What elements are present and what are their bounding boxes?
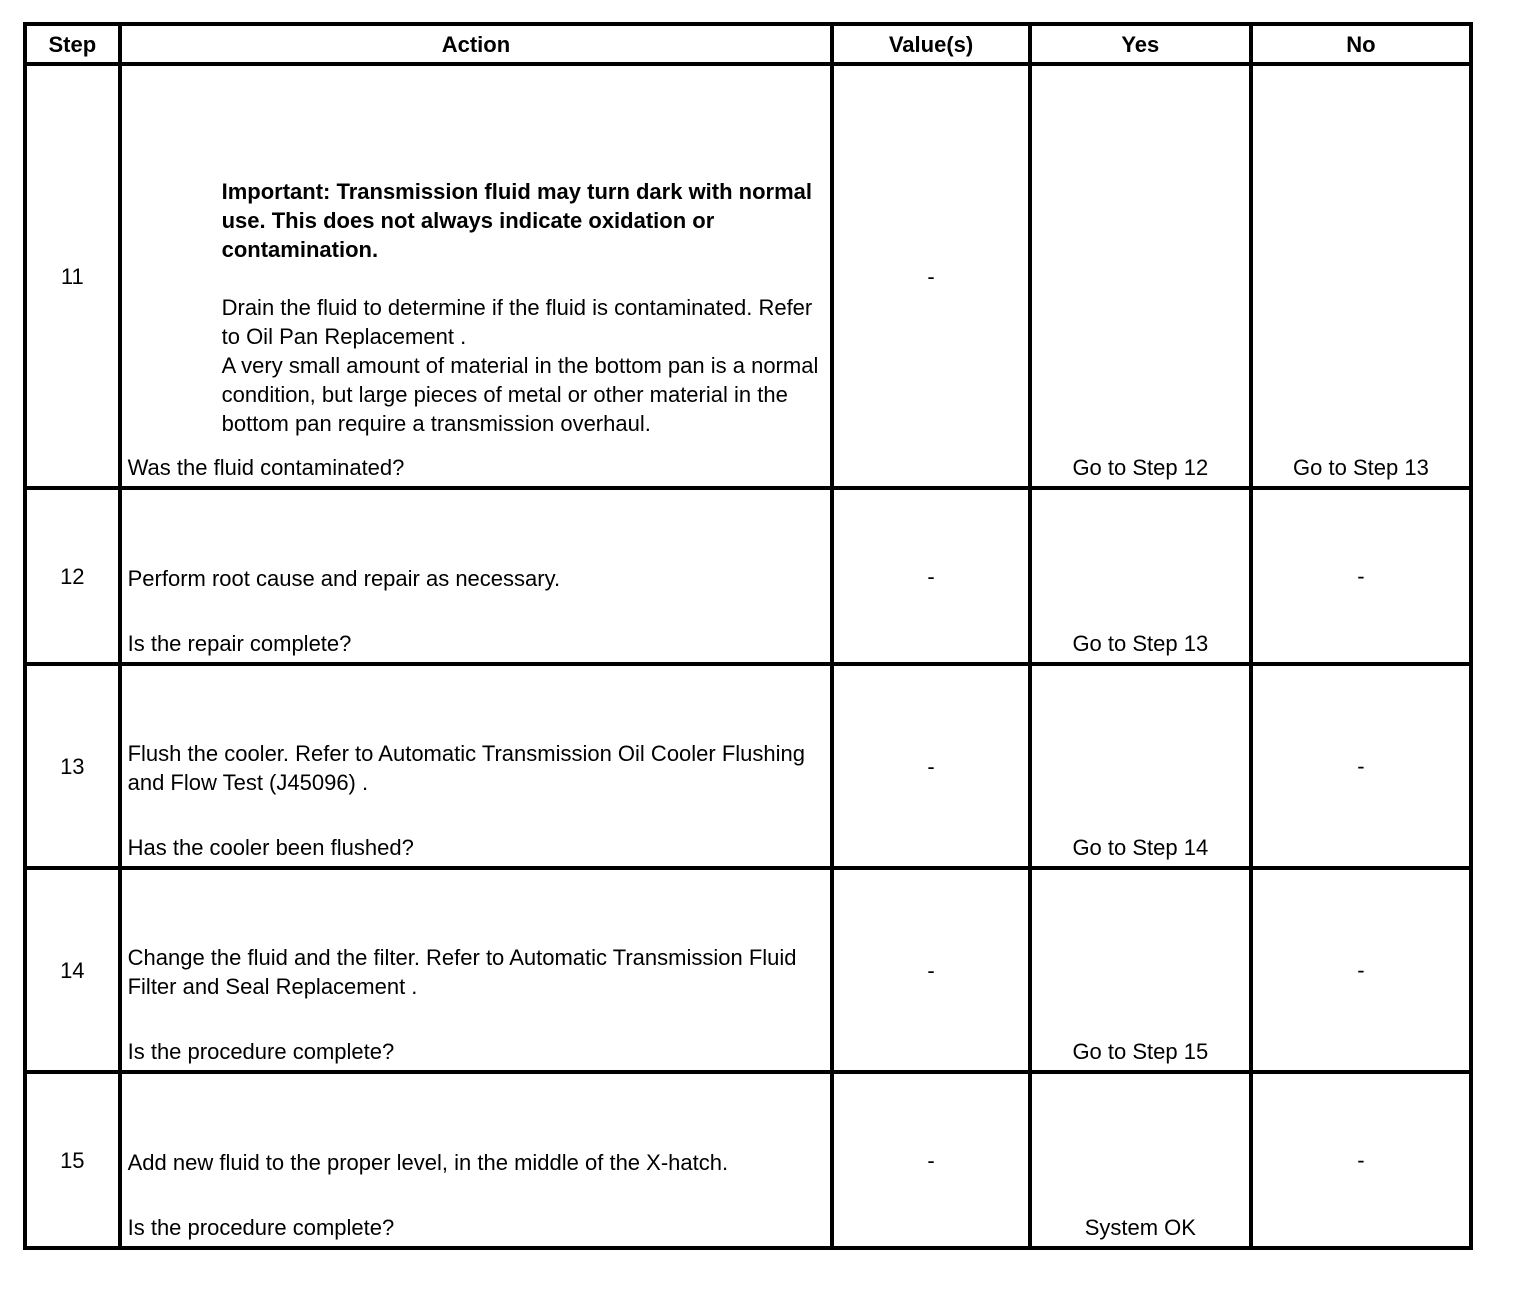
values-cell: - [832, 64, 1029, 488]
no-cell [1251, 868, 1471, 1072]
action-question: Has the cooler been flushed? [127, 835, 414, 860]
yes-link[interactable]: Go to Step 15 [1072, 1039, 1209, 1064]
action-body [122, 115, 831, 438]
no-value: - [1357, 753, 1365, 779]
step-number: 14 [25, 868, 120, 1072]
values-cell: - [832, 664, 1029, 868]
action-text: Flush the cooler. Refer to Automatic Transmission Oil Cooler Flushing and Flow Test (J45096) . [127, 741, 806, 795]
action-text: Drain the fluid to determine if the fluid is contaminated. Refer to Oil Pan Replacement . [221, 294, 813, 349]
no-value: - [1357, 563, 1365, 589]
yes-result: System OK [1084, 1215, 1196, 1240]
table-row [25, 1072, 1471, 1248]
yes-cell [1030, 488, 1251, 664]
action-text: Change the fluid and the filter. Refer to Automatic Transmission Fluid Filter and Seal Replacement . [127, 945, 797, 999]
yes-link[interactable]: Go to Step 14 [1072, 835, 1209, 860]
table-row [25, 64, 1471, 488]
action-text: A very small amount of material in the bottom pan is a normal condition, but large pieces of metal or other material in the bottom pan require a transmission overhaul. [221, 352, 819, 436]
step-number: 11 [25, 64, 120, 488]
header-no: No [1251, 24, 1471, 64]
header-step: Step [25, 24, 120, 64]
header-yes: Yes [1030, 24, 1251, 64]
yes-link[interactable]: Go to Step 12 [1072, 455, 1209, 480]
header-values: Value(s) [832, 24, 1029, 64]
action-cell [120, 1072, 833, 1248]
table-row [25, 868, 1471, 1072]
action-cell [120, 868, 833, 1072]
action-question: Is the repair complete? [127, 631, 352, 656]
values-cell: - [832, 868, 1029, 1072]
values-cell: - [832, 1072, 1029, 1248]
action-question: Is the procedure complete? [127, 1039, 395, 1064]
no-cell [1251, 1072, 1471, 1248]
header-row [25, 24, 1471, 64]
important-note: Important: Transmission fluid may turn dark with normal use. This does not always indicate oxidation or contamination. [221, 178, 813, 262]
no-value: - [1357, 1147, 1365, 1173]
no-cell [1251, 664, 1471, 868]
yes-cell [1030, 664, 1251, 868]
yes-cell [1030, 868, 1251, 1072]
yes-cell [1030, 64, 1251, 488]
no-cell [1251, 488, 1471, 664]
action-cell [120, 488, 833, 664]
action-question: Was the fluid contaminated? [127, 455, 405, 480]
yes-cell [1030, 1072, 1251, 1248]
table-row [25, 488, 1471, 664]
table-row [25, 664, 1471, 868]
diagnostic-table [23, 22, 1473, 1250]
action-text: Add new fluid to the proper level, in the middle of the X-hatch. [127, 1149, 729, 1175]
action-cell [120, 64, 833, 488]
header-action: Action [120, 24, 833, 64]
no-value: - [1357, 957, 1365, 983]
values-cell: - [832, 488, 1029, 664]
no-link[interactable]: Go to Step 13 [1293, 455, 1429, 480]
step-number: 13 [25, 664, 120, 868]
action-question: Is the procedure complete? [127, 1215, 395, 1240]
step-number: 12 [25, 488, 120, 664]
action-cell [120, 664, 833, 868]
action-text: Perform root cause and repair as necessary. [127, 565, 561, 591]
step-number: 15 [25, 1072, 120, 1248]
no-cell [1251, 64, 1471, 488]
yes-link[interactable]: Go to Step 13 [1072, 631, 1209, 656]
